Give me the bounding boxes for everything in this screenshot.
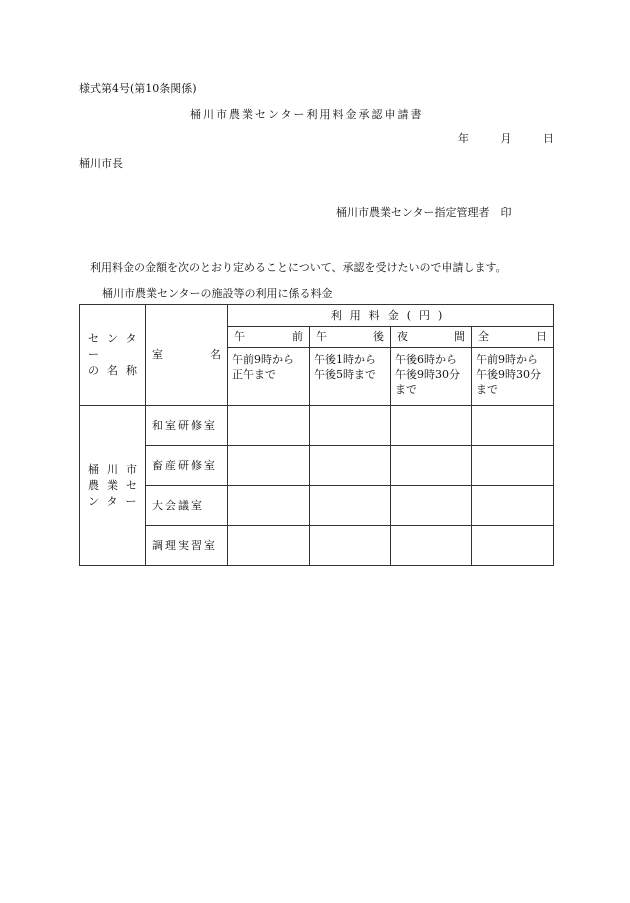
period-time — [228, 348, 310, 406]
period-label: 後 — [373, 330, 384, 343]
date-month: 月 — [500, 132, 512, 145]
time-line: 午後9時30分 — [476, 368, 541, 381]
body-text: 利用料金の金額を次のとおり定めることについて、承認を受けたいので申請します。 — [90, 261, 507, 274]
period-header — [310, 327, 391, 348]
period-label: 午 — [316, 330, 327, 343]
date-line — [458, 130, 554, 146]
time-line: まで — [476, 383, 498, 396]
period-time — [310, 348, 391, 406]
period-label: 間 — [454, 330, 465, 343]
fee-cell — [228, 526, 310, 566]
fee-cell — [310, 526, 391, 566]
center-name-line: 桶川市 — [88, 462, 145, 476]
period-label: 午 — [234, 330, 245, 343]
header-room-name — [146, 305, 228, 406]
date-day: 日 — [543, 132, 554, 145]
time-line: まで — [395, 383, 417, 396]
period-label: 日 — [536, 330, 548, 343]
fee-cell — [472, 486, 554, 526]
header-center-line: センター — [88, 332, 145, 361]
fee-cell — [472, 406, 554, 446]
date-year: 年 — [458, 132, 469, 145]
center-name-line: 農業セ — [88, 478, 145, 492]
center-name-cell — [80, 406, 146, 566]
header-room-part: 室 — [152, 348, 163, 361]
fee-cell — [310, 406, 391, 446]
table-caption: 桶川市農業センターの施設等の利用に係る料金 — [102, 287, 333, 300]
period-header — [228, 327, 310, 348]
period-header — [472, 327, 554, 348]
header-room-part: 名 — [210, 348, 221, 361]
fee-cell — [391, 486, 472, 526]
time-line: 正午まで — [232, 368, 276, 381]
fee-cell — [310, 446, 391, 486]
period-time — [391, 348, 472, 406]
header-fee: 利用料金(円) — [228, 305, 554, 327]
fee-cell — [391, 526, 472, 566]
center-name-line: ンター — [88, 494, 145, 508]
applicant-line: 桶川市農業センター指定管理者 印 — [336, 206, 512, 219]
period-label: 全 — [478, 330, 489, 343]
form-number: 様式第4号(第10条関係) — [79, 82, 197, 95]
fee-cell — [472, 446, 554, 486]
header-center-name — [80, 305, 146, 406]
header-center-line: の名称 — [88, 364, 145, 377]
fee-cell — [228, 406, 310, 446]
room-name: 畜産研修室 — [146, 446, 228, 486]
fee-cell — [228, 446, 310, 486]
fee-table — [79, 304, 554, 566]
period-label: 前 — [292, 330, 303, 343]
time-line: 午後9時30分 — [395, 368, 460, 381]
time-line: 午前9時から — [232, 353, 294, 366]
document-title: 桶川市農業センター利用料金承認申請書 — [190, 108, 424, 121]
time-line: 午前9時から — [476, 353, 538, 366]
time-line: 午後5時まで — [314, 368, 376, 381]
period-label: 夜 — [397, 330, 408, 343]
addressee: 桶川市長 — [79, 157, 123, 170]
room-name: 大会議室 — [146, 486, 228, 526]
fee-cell — [228, 486, 310, 526]
fee-cell — [310, 486, 391, 526]
time-line: 午後1時から — [314, 353, 376, 366]
fee-cell — [391, 406, 472, 446]
room-name: 調理実習室 — [146, 526, 228, 566]
period-header — [391, 327, 472, 348]
fee-cell — [391, 446, 472, 486]
time-line: 午後6時から — [395, 353, 457, 366]
fee-cell — [472, 526, 554, 566]
period-time — [472, 348, 554, 406]
room-name: 和室研修室 — [146, 406, 228, 446]
